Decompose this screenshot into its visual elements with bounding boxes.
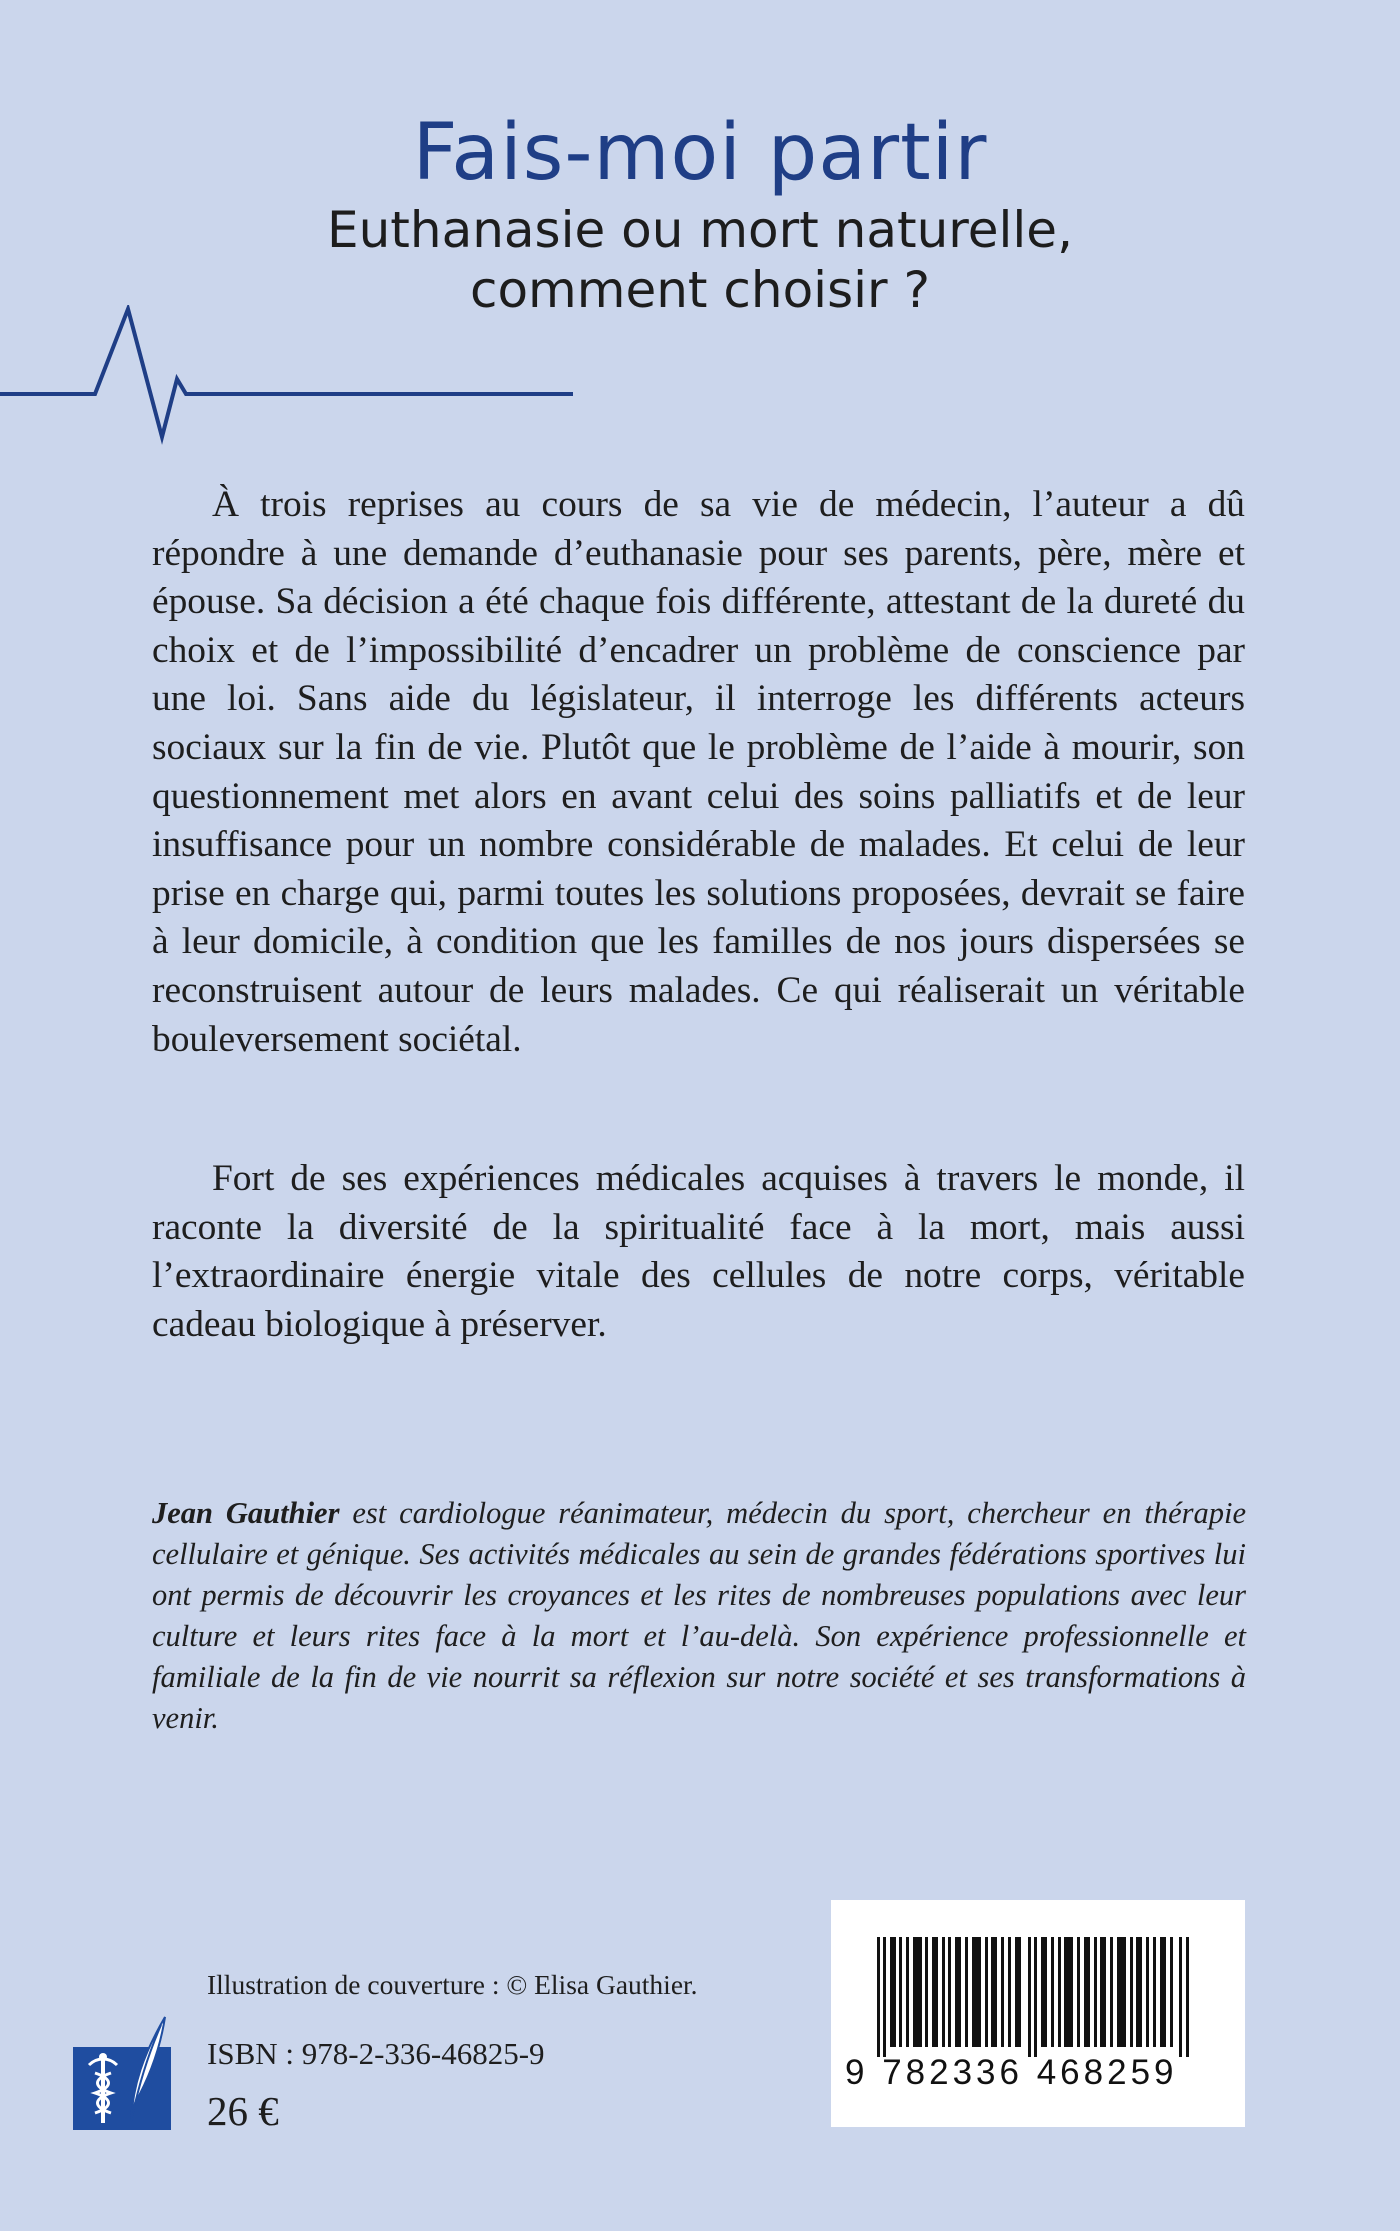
author-bio-text: est cardiologue réanimateur, médecin du sport, chercheur en thérapie cellulaire et génique. Ses activités médicales au sein de grandes fédérations sportives lui ont permis de découvrir les croyances et les rites de nombreuses populations avec leur culture et leurs rites face à la mort et l’au-delà. Son expérience professionnelle et familiale de la fin de vie nourrit sa réflexion sur notre société et ses transformations à venir.	[152, 1496, 1246, 1735]
illustration-credit: Illustration de couverture : © Elisa Gauthier.	[207, 1969, 698, 2000]
subtitle-line-1: Euthanasie ou mort naturelle,	[327, 201, 1073, 259]
description-paragraph-2: Fort de ses expériences médicales acquises à travers le monde, il raconte la diversité de la spiritualité face à la mort, mais aussi l’extraordinaire énergie vitale des cellules de notre corps, véritable cadeau biologique à préserver.	[152, 1158, 1245, 1345]
heartbeat-line-icon	[0, 305, 580, 445]
caduceus-quill-icon	[73, 2013, 171, 2130]
barcode-digits: 9 782336 468259	[845, 2053, 1178, 2092]
subtitle-line-2: comment choisir ?	[469, 261, 931, 319]
price: 26 €	[207, 2088, 279, 2134]
book-title: Fais-moi partir	[412, 108, 988, 198]
author-name: Jean Gauthier	[152, 1496, 340, 1530]
author-bio	[152, 1493, 1246, 1739]
isbn: ISBN : 978-2-336-46825-9	[207, 2036, 545, 2071]
barcode-bars	[877, 1937, 1197, 2057]
description-paragraph-1: À trois reprises au cours de sa vie de médecin, l’auteur a dû répondre à une demande d’euthanasie pour ses parents, père, mère et épouse. Sa décision a été chaque fois différente, attestant de la dureté du choix et de l’impossibilité d’encadrer un problème de conscience par une loi. Sans aide du législateur, il interroge les différents acteurs sociaux sur la fin de vie. Plutôt que le problème de l’aide à mourir, son questionnement met alors en avant celui des soins palliatifs et de leur insuffisance pour un nombre considérable de malades. Et celui de leur prise en charge qui, parmi toutes les solutions proposées, devrait se faire à leur domicile, à condition que les familles de nos jours dispersées se reconstruisent autour de leurs malades. Ce qui réaliserait un véritable bouleversement sociétal.	[152, 484, 1245, 1060]
barcode	[831, 1900, 1245, 2127]
